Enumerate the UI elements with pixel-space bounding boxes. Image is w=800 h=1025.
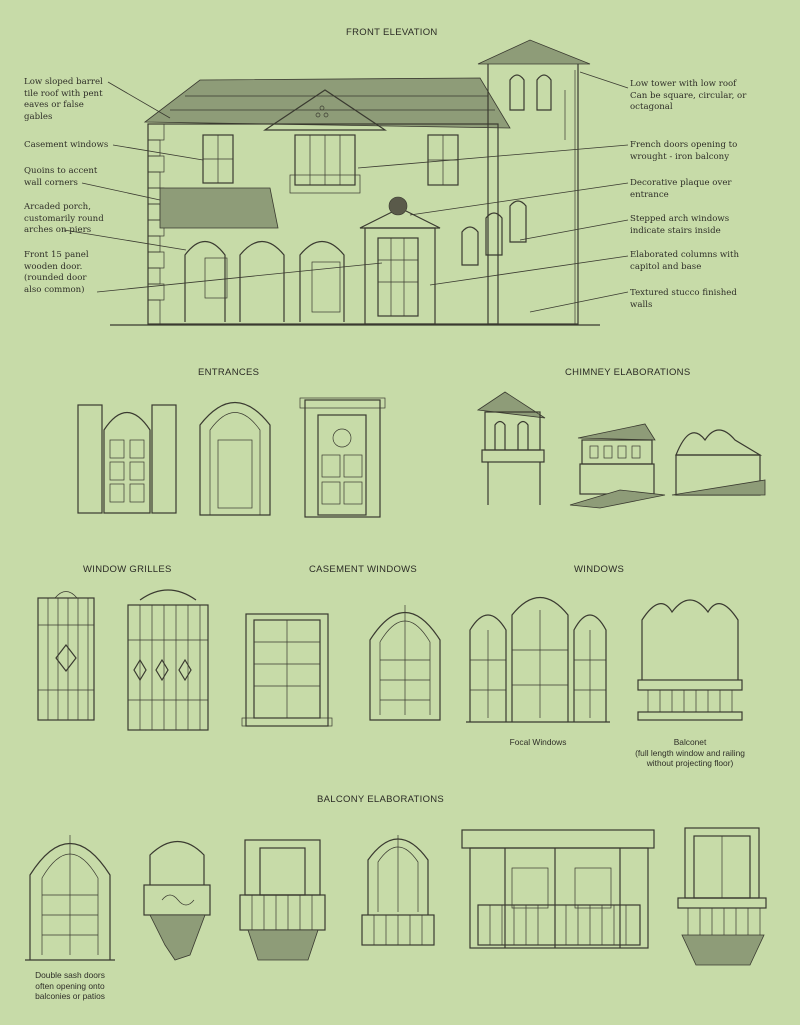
caption-double-sash: Double sash doors often opening onto balconies or patios xyxy=(35,970,105,1001)
callout-front-door: Front 15 panel wooden door. (rounded door also common) xyxy=(24,250,89,295)
windows-heading: WINDOWS xyxy=(574,564,625,575)
callout-plaque: Decorative plaque over entrance xyxy=(630,178,732,200)
callout-stepped-arch: Stepped arch windows indicate stairs inside xyxy=(630,214,730,236)
callout-roof: Low sloped barrel tile roof with pent eaves or false gables xyxy=(24,77,103,122)
chimney-heading: CHIMNEY ELABORATIONS xyxy=(565,367,691,378)
balcony-sketches xyxy=(25,828,766,965)
callout-casement: Casement windows xyxy=(24,140,109,150)
entrances-heading: ENTRANCES xyxy=(198,367,260,378)
callout-arcaded-porch: Arcaded porch, customarily round arches on piers xyxy=(24,202,104,236)
entrance-sketches xyxy=(78,398,385,517)
chimney-sketches xyxy=(478,392,765,508)
callout-stucco: Textured stucco finished walls xyxy=(630,288,737,310)
window-grilles-heading: WINDOW GRILLES xyxy=(83,564,172,575)
casement-window-sketches xyxy=(242,605,440,726)
window-sketches xyxy=(466,598,742,723)
callout-french-doors: French doors opening to wrought - iron balcony xyxy=(630,140,738,162)
callout-tower: Low tower with low roof Can be square, circular, or octagonal xyxy=(630,79,747,113)
casement-windows-heading: CASEMENT WINDOWS xyxy=(309,564,418,575)
caption-focal-windows: Focal Windows xyxy=(509,737,567,747)
balcony-heading: BALCONY ELABORATIONS xyxy=(317,794,445,805)
callout-quoins: Quoins to accent wall corners xyxy=(24,166,98,188)
callout-columns: Elaborated columns with capitol and base xyxy=(630,250,740,272)
window-grille-sketches xyxy=(38,590,208,730)
front-elevation-house xyxy=(110,40,600,325)
caption-balconet: Balconet (full length window and railing without projecting floor) xyxy=(635,737,745,768)
front-elevation-heading: FRONT ELEVATION xyxy=(346,27,438,38)
